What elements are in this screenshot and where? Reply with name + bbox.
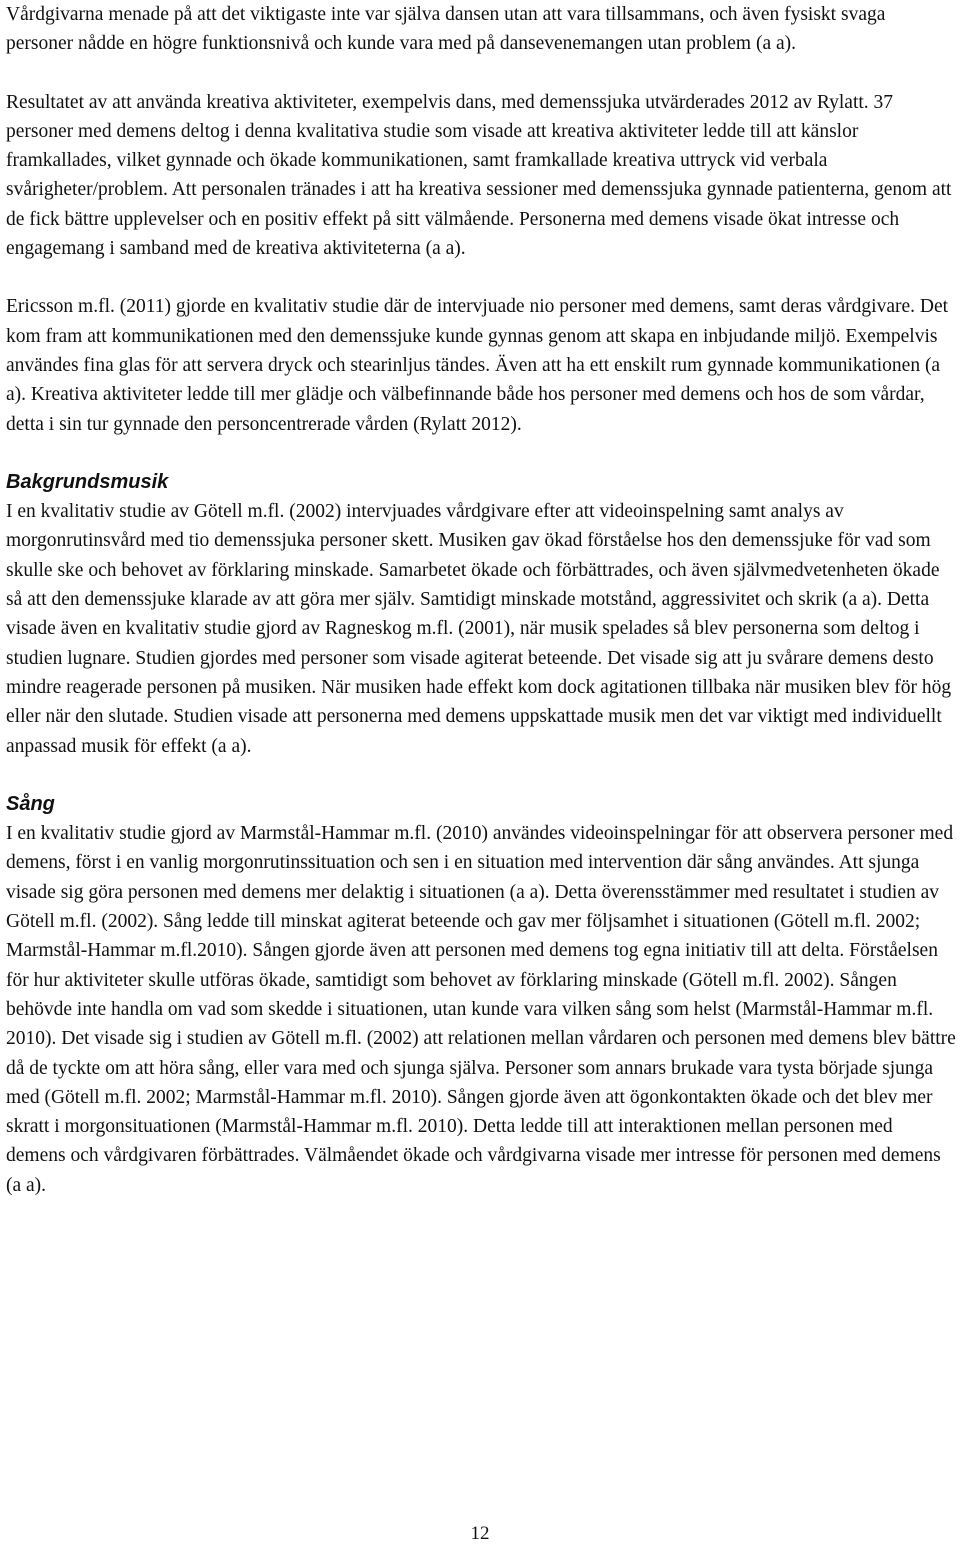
document-body xyxy=(6,0,956,1200)
paragraph-gap xyxy=(6,439,956,468)
paragraph-ericsson-study: Ericsson m.fl. (2011) gjorde en kvalitativ studie där de intervjuade nio personer med demens, samt deras vårdgivare. Det kom fram att kommunikationen med den demenssjuke kunde gynnas genom att skapa en inbjudande miljö. Exempelvis användes fina glas för att servera dryck och stearinljus tändes. Även att ha ett enskilt rum gynnade kommunikationen (a a). Kreativa aktiviteter ledde till mer glädje och välbefinnande både hos personer med demens och hos de som vårdar, detta i sin tur gynnade den personcentrerade vården (Rylatt 2012). xyxy=(6,296,949,435)
paragraph-dance-caregivers: Vårdgivarna menade på att det viktigaste inte var själva dansen utan att vara tillsammans, och även fysiskt svaga personer nådde en högre funktionsnivå och kunde vara med på dansevenemangen utan problem (a a). xyxy=(6,4,886,55)
paragraph-background-music: I en kvalitativ studie av Götell m.fl. (2002) intervjuades vårdgivare efter att videoinspelning samt analys av morgonrutinsvård med tio demenssjuka personer skett. Musiken gav ökad förståelse hos den demenssjuke för vad som skulle ske och behovet av förklaring minskade. Samarbetet ökade och förbättrades, och även självmedvetenheten ökade så att den demenssjuke klarade av att göra mer själv. Samtidigt minskade motstånd, aggressivitet och skrik (a a). Detta visade även en kvalitativ studie gjord av Ragneskog m.fl. (2001), när musik spelades så blev personerna som deltog i studien lugnare. Studien gjordes med personer som visade agiterat beteende. Det visade sig att ju svårare demens desto mindre reagerade personen på musiken. När musiken hade effekt kom dock agitationen tillbaka när musiken blev för hög eller när den slutade. Studien visade att personerna med demens uppskattade musik men det var viktigt med individuellt anpassad musik för effekt (a a). xyxy=(6,501,952,757)
paragraph-gap xyxy=(6,59,956,88)
heading-background-music: Bakgrundsmusik xyxy=(6,470,169,493)
page-number: 12 xyxy=(470,1523,490,1544)
paragraph-song: I en kvalitativ studie gjord av Marmstål-Hammar m.fl. (2010) användes videoinspelningar för att observera personer med demens, först i en vanlig morgonrutinssituation och sen i en situation med intervention där sång användes. Att sjunga visade sig göra personen med demens mer delaktig i situationen (a a). Detta överensstämmer med resultatet i studien av Götell m.fl. (2002). Sång ledde till minskat agiterat beteende och gav mer följsamhet i situationen (Götell m.fl. 2002; Marmstål-Hammar m.fl.2010). Sången gjorde även att personen med demens tog egna initiativ till att delta. Förståelsen för hur aktiviteter skulle utföras ökade, samtidigt som behovet av förklaring minskade (Götell m.fl. 2002). Sången behövde inte handla om vad som skedde i situationen, utan kunde vara vilken sång som helst (Marmstål-Hammar m.fl. 2010). Det visade sig i studien av Götell m.fl. (2002) att relationen mellan vårdaren och personen med demens blev bättre då de tyckte om att höra sång, eller vara med och sjunga själva. Personer som annars brukade vara tysta började sjunga med (Götell m.fl. 2002; Marmstål-Hammar m.fl. 2010). Sången gjorde även att ögonkontakten ökade och det blev mer skratt i morgonsituationen (Marmstål-Hammar m.fl. 2010). Detta ledde till att interaktionen mellan personen med demens och vårdgivaren förbättrades. Välmåendet ökade och vårdgivarna visade mer intresse för personen med demens (a a). xyxy=(6,823,956,1196)
heading-song: Sång xyxy=(6,792,55,815)
paragraph-gap xyxy=(6,263,956,292)
paragraph-rylatt-study: Resultatet av att använda kreativa aktiviteter, exempelvis dans, med demenssjuka utvärderades 2012 av Rylatt. 37 personer med demens deltog i denna kvalitativa studie som visade att kreativa aktiviteter ledde till att känslor framkallades, vilket gynnade och ökade kommunikationen, samt framkallade kreativa uttryck vid verbala svårigheter/problem. Att personalen tränades i att ha kreativa sessioner med demenssjuka gynnade patienterna, genom att de fick bättre upplevelser och en positiv effekt på sitt välmående. Personerna med demens visade ökat intresse och engagemang i samband med de kreativa aktiviteterna (a a). xyxy=(6,91,952,260)
paragraph-gap xyxy=(6,761,956,790)
